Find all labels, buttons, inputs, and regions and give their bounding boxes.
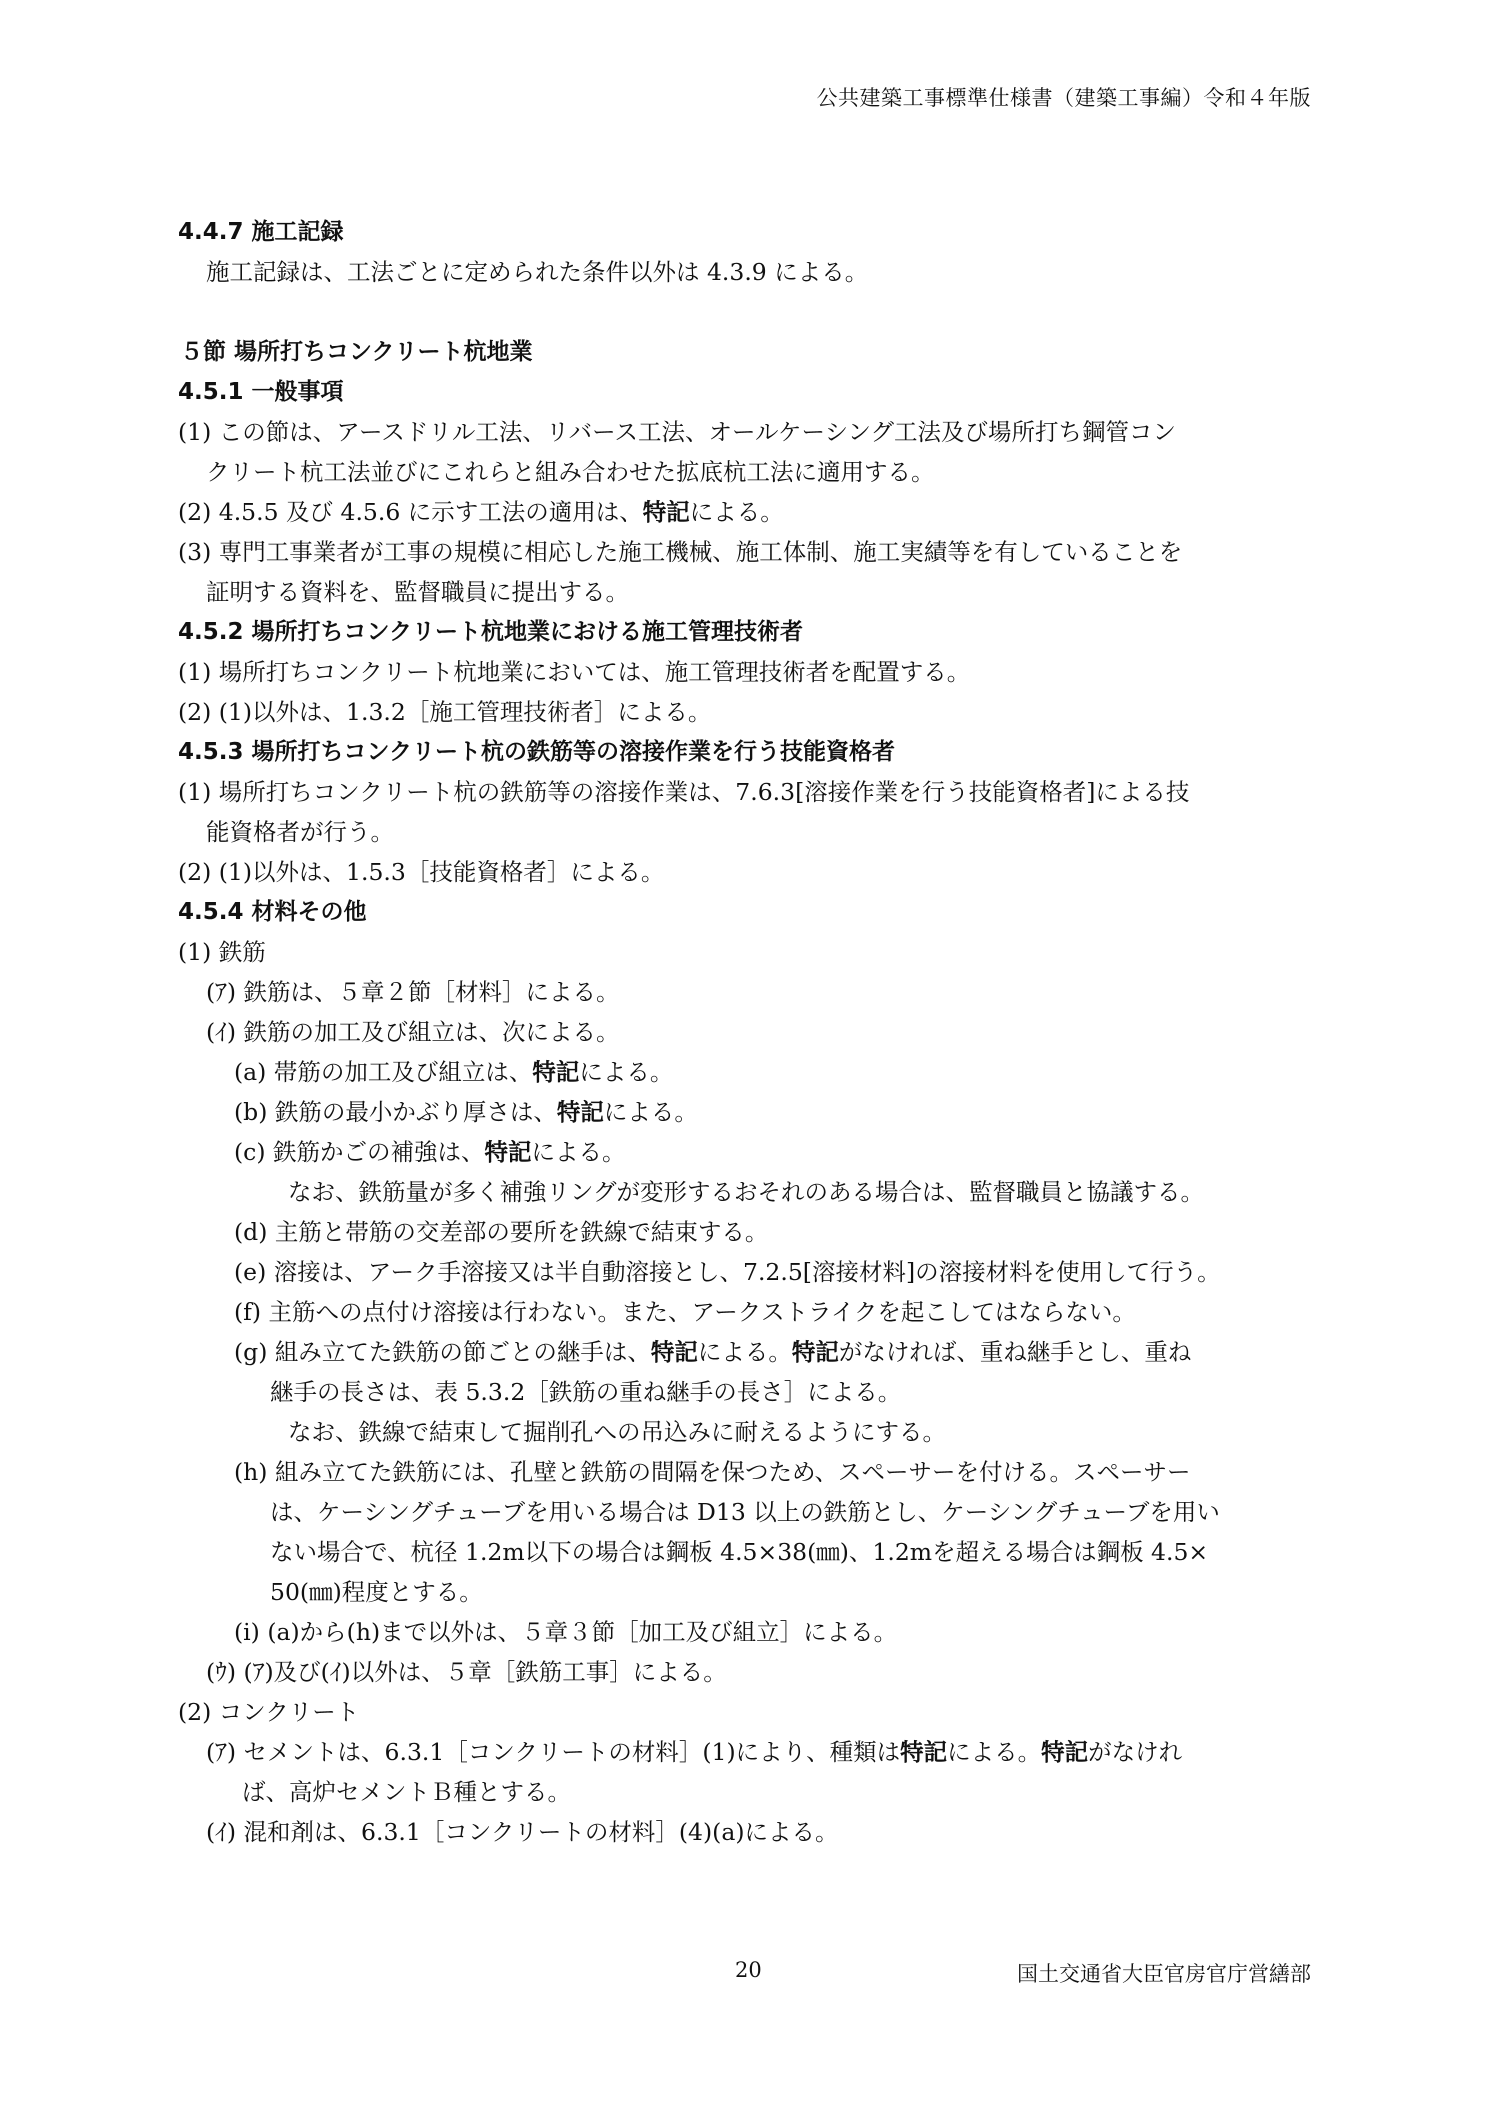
list-item: (2) (1)以外は、1.5.3［技能資格者］による。 [178, 858, 665, 886]
sub-sub-item-continuation: 継手の長さは、表 5.3.2［鉄筋の重ね継手の長さ］による。 [270, 1378, 902, 1406]
list-item-continuation: 能資格者が行う。 [206, 818, 394, 846]
page-number: 20 [735, 1958, 762, 1982]
note-text: なお、鉄筋量が多く補強リングが変形するおそれのある場合は、監督職員と協議する。 [288, 1178, 1205, 1206]
tokki-emphasis: 特記 [791, 1338, 839, 1366]
text: (ｱ) セメントは、6.3.1［コンクリートの材料］(1)により、種類は [206, 1738, 901, 1766]
sub-sub-item: (f) 主筋への点付け溶接は行わない。また、アークストライクを起こしてはならない。 [234, 1298, 1136, 1326]
section-heading-4-5-3: 4.5.3 場所打ちコンクリート杭の鉄筋等の溶接作業を行う技能資格者 [178, 739, 896, 765]
list-item: (1) 場所打ちコンクリート杭地業においては、施工管理技術者を配置する。 [178, 658, 971, 686]
section-heading-4-4-7: 4.4.7 施工記録 [178, 219, 344, 245]
text: による。 [689, 498, 784, 526]
sub-item: (ｱ) 鉄筋は、５章２節［材料］による。 [206, 978, 620, 1006]
sub-item: (ｲ) 混和剤は、6.3.1［コンクリートの材料］(4)(a)による。 [206, 1818, 839, 1846]
text: (a) 帯筋の加工及び組立は、 [234, 1058, 533, 1086]
note-text: なお、鉄線で結束して掘削孔への吊込みに耐えるようにする。 [288, 1418, 946, 1446]
list-item: (3) 専門工事業者が工事の規模に相応した施工機械、施工体制、施工実績等を有していることを [178, 538, 1183, 566]
sub-item-continuation: ば、高炉セメントＢ種とする。 [242, 1778, 571, 1806]
tokki-emphasis: 特記 [532, 1058, 580, 1086]
text: による。 [947, 1738, 1042, 1766]
list-item: (2) コンクリート [178, 1698, 360, 1726]
tokki-emphasis: 特記 [1041, 1738, 1089, 1766]
sub-sub-item: (e) 溶接は、アーク手溶接又は半自動溶接とし、7.2.5[溶接材料]の溶接材料を使用して行う。 [234, 1258, 1221, 1286]
document-body [178, 212, 1318, 1852]
tokki-emphasis: 特記 [556, 1098, 604, 1126]
sub-sub-item: (i) (a)から(h)まで以外は、５章３節［加工及び組立］による。 [234, 1618, 898, 1646]
tokki-emphasis: 特記 [642, 498, 690, 526]
sub-sub-item: (d) 主筋と帯筋の交差部の要所を鉄線で結束する。 [234, 1218, 769, 1246]
section-heading-4-5-2: 4.5.2 場所打ちコンクリート杭地業における施工管理技術者 [178, 619, 804, 645]
tokki-emphasis: 特記 [484, 1138, 532, 1166]
sub-item: (ｳ) (ｱ)及び(ｲ)以外は、５章［鉄筋工事］による。 [206, 1658, 727, 1686]
text: (g) 組み立てた鉄筋の節ごとの継手は、 [234, 1338, 651, 1366]
list-item: (1) 鉄筋 [178, 938, 266, 966]
text: がなけれ [1088, 1738, 1183, 1766]
tokki-emphasis: 特記 [650, 1338, 698, 1366]
text: による。 [531, 1138, 626, 1166]
section-heading-4-5-4: 4.5.4 材料その他 [178, 899, 367, 925]
page-header: 公共建築工事標準仕様書（建築工事編）令和４年版 [816, 86, 1311, 110]
list-item-continuation: 証明する資料を、監督職員に提出する。 [206, 578, 629, 606]
sub-item: (ｲ) 鉄筋の加工及び組立は、次による。 [206, 1018, 620, 1046]
page-footer: 国土交通省大臣官房官庁営繕部 [1017, 1962, 1311, 1986]
text: (c) 鉄筋かごの補強は、 [234, 1138, 485, 1166]
sub-item [178, 1732, 1318, 1772]
spacer [178, 292, 1318, 332]
list-item-continuation: クリート杭工法並びにこれらと組み合わせた拡底杭工法に適用する。 [206, 458, 935, 486]
tokki-emphasis: 特記 [900, 1738, 948, 1766]
text: がなければ、重ね継手とし、重ね [838, 1338, 1192, 1366]
list-item [178, 492, 1318, 532]
text: による。 [697, 1338, 792, 1366]
text: による。 [603, 1098, 698, 1126]
list-item: (2) (1)以外は、1.3.2［施工管理技術者］による。 [178, 698, 712, 726]
text: (b) 鉄筋の最小かぶり厚さは、 [234, 1098, 557, 1126]
sub-sub-item [178, 1332, 1318, 1372]
list-item: (1) この節は、アースドリル工法、リバース工法、オールケーシング工法及び場所打ち鋼管コン [178, 418, 1177, 446]
text: による。 [579, 1058, 674, 1086]
text: (2) 4.5.5 及び 4.5.6 に示す工法の適用は、 [178, 498, 643, 526]
list-item: (1) 場所打ちコンクリート杭の鉄筋等の溶接作業は、7.6.3[溶接作業を行う技能資格者]による技 [178, 778, 1190, 806]
sub-sub-item [178, 1092, 1318, 1132]
sub-sub-item: (h) 組み立てた鉄筋には、孔壁と鉄筋の間隔を保つため、スペーサーを付ける。スペーサー [234, 1458, 1191, 1486]
section-heading-4-5-1: 4.5.1 一般事項 [178, 379, 344, 405]
sub-sub-item-continuation: 50(㎜)程度とする。 [270, 1578, 483, 1606]
sub-sub-item [178, 1132, 1318, 1172]
sub-sub-item-continuation: は、ケーシングチューブを用いる場合は D13 以上の鉄筋とし、ケーシングチューブを用い [270, 1498, 1220, 1526]
chapter-section-heading: ５節 場所打ちコンクリート杭地業 [180, 339, 533, 365]
sub-sub-item [178, 1052, 1318, 1092]
sub-sub-item-continuation: ない場合で、杭径 1.2m以下の場合は鋼板 4.5×38(㎜)、1.2mを超える場合は鋼板 4.5× [270, 1538, 1209, 1566]
paragraph-4-4-7: 施工記録は、工法ごとに定められた条件以外は 4.3.9 による。 [206, 258, 869, 286]
